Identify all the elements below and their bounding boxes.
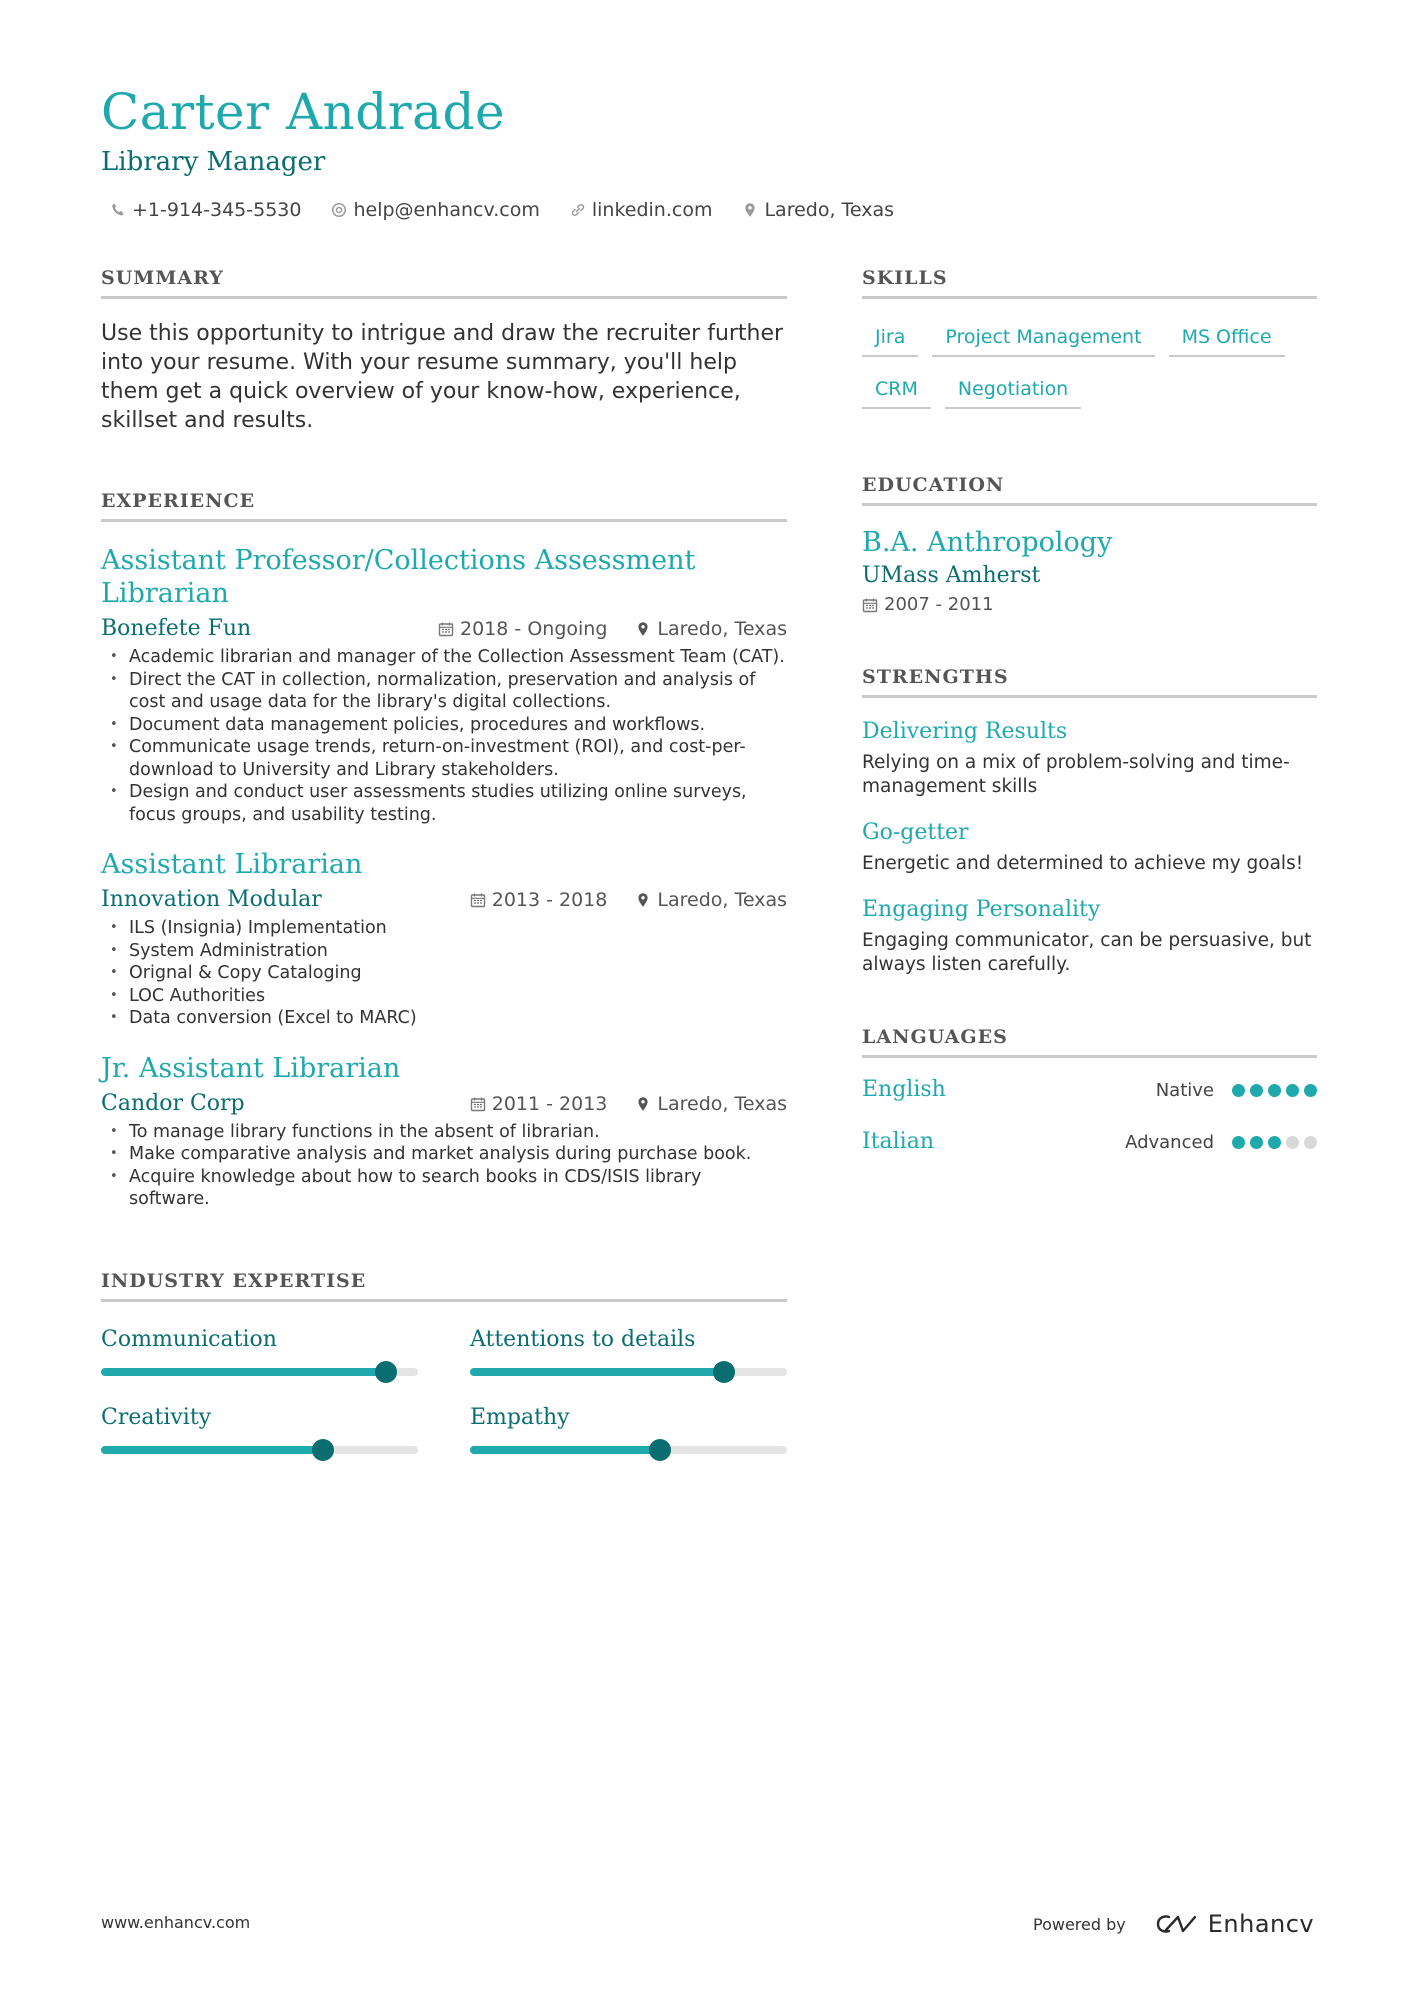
summary-heading: SUMMARY bbox=[101, 266, 787, 299]
bullet: • Design and conduct user assessments studies utilizing online surveys, focus groups, and usability testing. bbox=[101, 781, 787, 826]
company-name: Innovation Modular bbox=[101, 887, 322, 912]
brand-logo[interactable] bbox=[1152, 1910, 1314, 1938]
language-item bbox=[862, 1076, 1317, 1104]
expertise-bar-fill bbox=[470, 1446, 660, 1454]
experience-item bbox=[101, 544, 787, 826]
company-name: Bonefete Fun bbox=[101, 616, 252, 641]
job-meta bbox=[101, 887, 787, 913]
summary-text: Use this opportunity to intrigue and draw the recruiter further into your resume. With your resume summary, you'll help them get a quick overview of your know-how, experience, skillset and results. bbox=[101, 321, 784, 433]
bullet: • Acquire knowledge about how to search books in CDS/ISIS library software. bbox=[101, 1166, 787, 1211]
expertise-bar-knob bbox=[375, 1361, 397, 1383]
phone-icon bbox=[110, 202, 126, 218]
language-name: Italian bbox=[862, 1129, 935, 1154]
strength-item bbox=[862, 896, 1317, 977]
degree: B.A. Anthropology bbox=[862, 527, 1113, 558]
job-location-text: Laredo, Texas bbox=[657, 618, 787, 640]
expertise-label: Empathy bbox=[470, 1404, 570, 1430]
expertise-item bbox=[470, 1326, 787, 1376]
education-dates-text: 2007 - 2011 bbox=[884, 594, 994, 615]
job-meta bbox=[101, 616, 787, 642]
location-pin-icon bbox=[742, 202, 758, 218]
bullet: • ILS (Insignia) Implementation bbox=[101, 917, 787, 940]
strength-item bbox=[862, 819, 1317, 876]
contact-email-text: help@enhancv.com bbox=[353, 199, 540, 221]
contact-linkedin[interactable] bbox=[570, 198, 713, 222]
bullet: • Make comparative analysis and market analysis during purchase book. bbox=[101, 1143, 787, 1166]
location-pin-icon bbox=[635, 1096, 651, 1112]
strength-description: Relying on a mix of problem-solving and time-management skills bbox=[862, 752, 1290, 797]
job-bullets bbox=[101, 646, 787, 826]
bullet: • Direct the CAT in collection, normalization, preservation and analysis of cost and usage data for the library's digital collections. bbox=[101, 669, 787, 714]
left-column bbox=[101, 266, 787, 1454]
experience-item bbox=[101, 1052, 787, 1211]
skill-tag: Negotiation bbox=[945, 371, 1081, 409]
bullet: • Academic librarian and manager of the Collection Assessment Team (CAT). bbox=[101, 646, 787, 669]
job-dates bbox=[470, 887, 608, 913]
company-name: Candor Corp bbox=[101, 1090, 245, 1116]
bullet: • Communicate usage trends, return-on-investment (ROI), and cost-per-download to University and Library stakeholders. bbox=[101, 736, 787, 781]
expertise-label: Attentions to details bbox=[470, 1326, 696, 1352]
languages-section bbox=[862, 1025, 1317, 1156]
job-dates-text: 2011 - 2013 bbox=[491, 1092, 608, 1115]
rating-dot bbox=[1232, 1084, 1245, 1097]
job-bullets bbox=[101, 917, 787, 1030]
strength-title: Delivering Results bbox=[862, 719, 1068, 744]
bullet: • Data conversion (Excel to MARC) bbox=[101, 1007, 787, 1030]
job-bullets bbox=[101, 1121, 787, 1211]
rating-dot bbox=[1268, 1084, 1281, 1097]
job-location bbox=[635, 616, 787, 642]
link-icon bbox=[570, 202, 586, 218]
candidate-role: Library Manager bbox=[101, 147, 326, 177]
education-dates bbox=[862, 594, 1317, 615]
rating-dot bbox=[1268, 1136, 1281, 1149]
footer-powered bbox=[1033, 1910, 1314, 1938]
powered-by-text: Powered by bbox=[1033, 1914, 1126, 1934]
language-level: Native bbox=[1155, 1079, 1214, 1101]
location-pin-icon bbox=[635, 892, 651, 908]
contact-email[interactable] bbox=[331, 198, 539, 222]
contact-location bbox=[742, 198, 894, 222]
bullet: • System Administration bbox=[101, 940, 787, 963]
expertise-bar-knob bbox=[312, 1439, 334, 1461]
calendar-icon bbox=[862, 597, 878, 613]
right-column bbox=[862, 266, 1317, 1156]
job-location-text: Laredo, Texas bbox=[657, 889, 787, 911]
education-heading: EDUCATION bbox=[862, 473, 1317, 506]
strength-title: Go-getter bbox=[862, 820, 969, 845]
calendar-icon bbox=[470, 892, 486, 908]
rating-dot bbox=[1250, 1136, 1263, 1149]
strengths-section bbox=[862, 665, 1317, 977]
candidate-name: Carter Andrade bbox=[101, 83, 506, 141]
expertise-item bbox=[101, 1326, 418, 1376]
bullet: • Document data management policies, procedures and workflows. bbox=[101, 714, 787, 737]
bullet: • LOC Authorities bbox=[101, 985, 787, 1008]
contact-phone-text: +1-914-345-5530 bbox=[132, 199, 302, 221]
language-rating bbox=[1232, 1084, 1317, 1097]
rating-dot bbox=[1304, 1136, 1317, 1149]
job-dates-text: 2013 - 2018 bbox=[491, 889, 608, 911]
job-location-text: Laredo, Texas bbox=[657, 1092, 787, 1115]
skill-tags bbox=[862, 319, 1317, 409]
calendar-icon bbox=[438, 621, 454, 637]
industry-expertise-section bbox=[101, 1269, 787, 1454]
job-title: Jr. Assistant Librarian bbox=[101, 1052, 401, 1084]
school-name: UMass Amherst bbox=[862, 563, 1041, 588]
rating-dot bbox=[1232, 1136, 1245, 1149]
expertise-bar bbox=[470, 1446, 787, 1454]
languages-heading: LANGUAGES bbox=[862, 1025, 1317, 1058]
rating-dot bbox=[1250, 1084, 1263, 1097]
summary-section bbox=[101, 266, 787, 435]
experience-section bbox=[101, 489, 787, 1211]
industry-expertise-heading: INDUSTRY EXPERTISE bbox=[101, 1269, 787, 1302]
rating-dot bbox=[1286, 1084, 1299, 1097]
language-name: English bbox=[862, 1077, 946, 1102]
experience-heading: EXPERIENCE bbox=[101, 489, 787, 522]
expertise-bar-fill bbox=[470, 1368, 724, 1376]
contact-bar bbox=[110, 198, 894, 222]
skills-heading: SKILLS bbox=[862, 266, 1317, 299]
footer-url[interactable]: www.enhancv.com bbox=[101, 1913, 251, 1932]
expertise-label: Communication bbox=[101, 1326, 277, 1352]
location-pin-icon bbox=[635, 621, 651, 637]
expertise-bar-knob bbox=[649, 1439, 671, 1461]
at-icon bbox=[331, 202, 347, 218]
job-title: Assistant Professor/Collections Assessment Librarian bbox=[101, 545, 696, 609]
job-dates bbox=[438, 616, 607, 642]
contact-phone[interactable] bbox=[110, 198, 301, 222]
skill-tag: MS Office bbox=[1169, 319, 1285, 357]
bullet: • Orignal & Copy Cataloging bbox=[101, 962, 787, 985]
job-dates-text: 2018 - Ongoing bbox=[460, 618, 608, 640]
calendar-icon bbox=[470, 1096, 486, 1112]
job-dates bbox=[470, 1091, 608, 1117]
expertise-bar-fill bbox=[101, 1368, 386, 1376]
enhancv-logo-icon bbox=[1152, 1911, 1200, 1937]
expertise-bar bbox=[101, 1446, 418, 1454]
skill-tag: Project Management bbox=[932, 319, 1154, 357]
expertise-item bbox=[101, 1404, 418, 1454]
expertise-item bbox=[470, 1404, 787, 1454]
language-level: Advanced bbox=[1125, 1131, 1214, 1153]
education-section bbox=[862, 473, 1317, 615]
experience-item bbox=[101, 848, 787, 1030]
skills-section bbox=[862, 266, 1317, 409]
strength-item bbox=[862, 718, 1317, 799]
bullet: • To manage library functions in the absent of librarian. bbox=[101, 1121, 787, 1144]
brand-name: Enhancv bbox=[1207, 1910, 1315, 1938]
expertise-bar-knob bbox=[713, 1361, 735, 1383]
strength-title: Engaging Personality bbox=[862, 897, 1101, 922]
expertise-bar bbox=[101, 1368, 418, 1376]
strength-description: Energetic and determined to achieve my goals! bbox=[862, 853, 1304, 874]
contact-linkedin-text: linkedin.com bbox=[591, 199, 713, 221]
skill-tag: CRM bbox=[862, 371, 931, 409]
job-location bbox=[635, 1091, 787, 1117]
expertise-bar-fill bbox=[101, 1446, 323, 1454]
rating-dot bbox=[1304, 1084, 1317, 1097]
job-location bbox=[635, 887, 787, 913]
contact-location-text: Laredo, Texas bbox=[764, 199, 895, 221]
language-item bbox=[862, 1128, 1317, 1156]
job-meta bbox=[101, 1091, 787, 1117]
job-title: Assistant Librarian bbox=[101, 849, 363, 880]
strengths-heading: STRENGTHS bbox=[862, 665, 1317, 698]
expertise-label: Creativity bbox=[101, 1404, 212, 1430]
language-rating bbox=[1232, 1136, 1317, 1149]
expertise-bar bbox=[470, 1368, 787, 1376]
strength-description: Engaging communicator, can be persuasive, but always listen carefully. bbox=[862, 930, 1312, 975]
expertise-grid bbox=[101, 1326, 787, 1454]
skill-tag: Jira bbox=[862, 319, 918, 357]
rating-dot bbox=[1286, 1136, 1299, 1149]
